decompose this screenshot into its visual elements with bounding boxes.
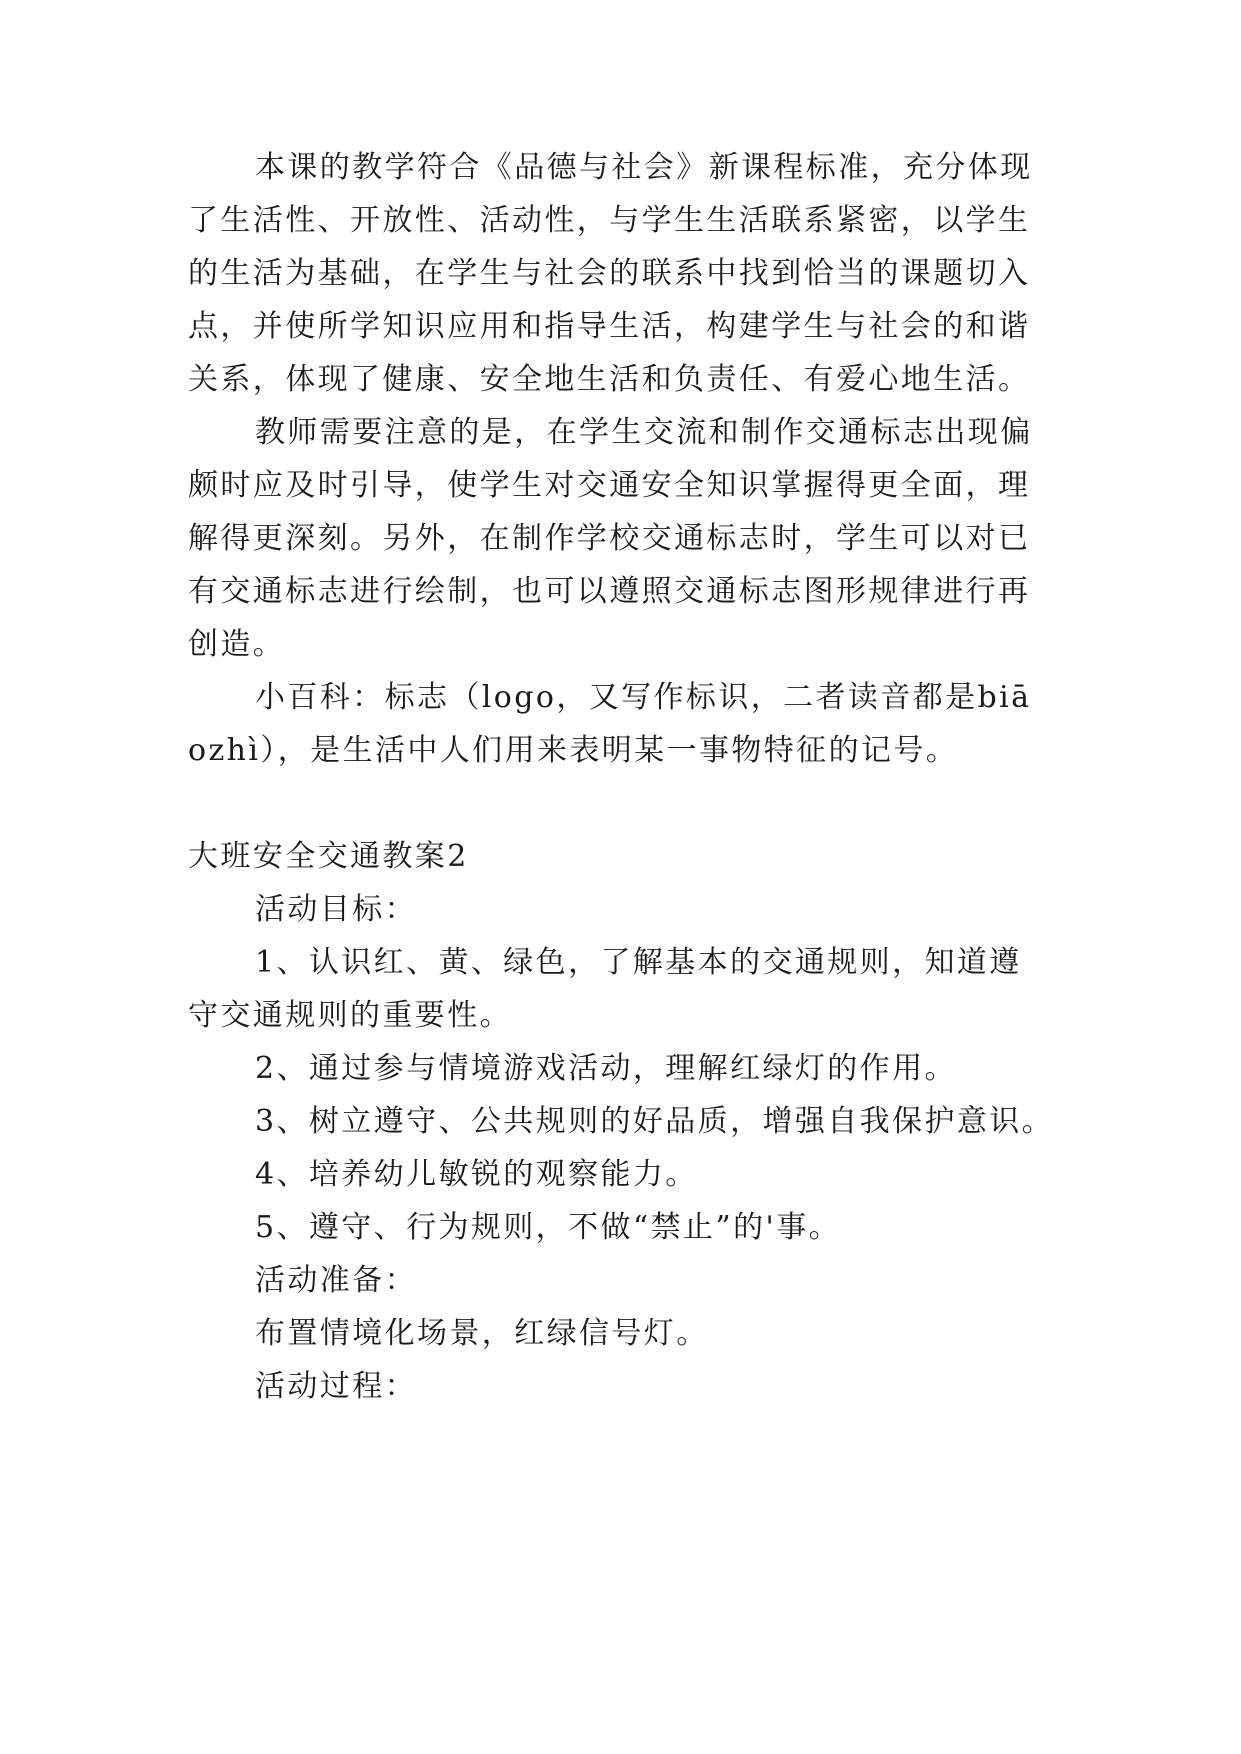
paragraph-line: 本课的教学符合《品德与社会》新课程标准，充分体现: [255, 150, 1033, 185]
paragraph-line: 点，并使所学知识应用和指导生活，构建学生与社会的和谐: [188, 309, 1031, 344]
paragraph-line: 关系，体现了健康、安全地生活和负责任、有爱心地生活。: [188, 362, 1031, 397]
paragraph-line: 教师需要注意的是，在学生交流和制作交通标志出现偏: [255, 415, 1033, 450]
paragraph-line: 有交通标志进行绘制，也可以遵照交通标志图形规律进行再: [188, 574, 1031, 609]
goal-item: 3、树立遵守、公共规则的好品质，增强自我保护意识。: [255, 1104, 1055, 1139]
goal-item-continuation: 守交通规则的重要性。: [188, 998, 512, 1033]
section-title: 大班安全交通教案2: [188, 839, 469, 874]
goal-item: 5、遵守、行为规则，不做“禁止”的'事。: [255, 1210, 842, 1245]
paragraph-line: 创造。: [188, 627, 286, 662]
goal-item: 2、通过参与情境游戏活动，理解红绿灯的作用。: [255, 1051, 957, 1086]
paragraph-line: 解得更深刻。另外，在制作学校交通标志时，学生可以对已: [188, 521, 1031, 556]
goals-label: 活动目标：: [255, 892, 417, 927]
goal-item: 4、培养幼儿敏锐的观察能力。: [255, 1157, 698, 1192]
process-label: 活动过程：: [255, 1369, 417, 1404]
prep-label: 活动准备：: [255, 1263, 417, 1298]
paragraph-line: 的生活为基础，在学生与社会的联系中找到恰当的课题切入: [188, 256, 1031, 291]
goal-item: 1、认识红、黄、绿色，了解基本的交通规则，知道遵: [255, 945, 1022, 980]
paragraph-line: 颇时应及时引导，使学生对交通安全知识掌握得更全面，理: [188, 468, 1031, 503]
paragraph-line: ozhì），是生活中人们用来表明某一事物特征的记号。: [188, 733, 959, 768]
paragraph-line: 了生活性、开放性、活动性，与学生生活联系紧密，以学生: [188, 203, 1031, 238]
paragraph-line: 小百科：标志（logo，又写作标识，二者读音都是biā: [255, 680, 1032, 715]
prep-text: 布置情境化场景，红绿信号灯。: [255, 1316, 709, 1351]
